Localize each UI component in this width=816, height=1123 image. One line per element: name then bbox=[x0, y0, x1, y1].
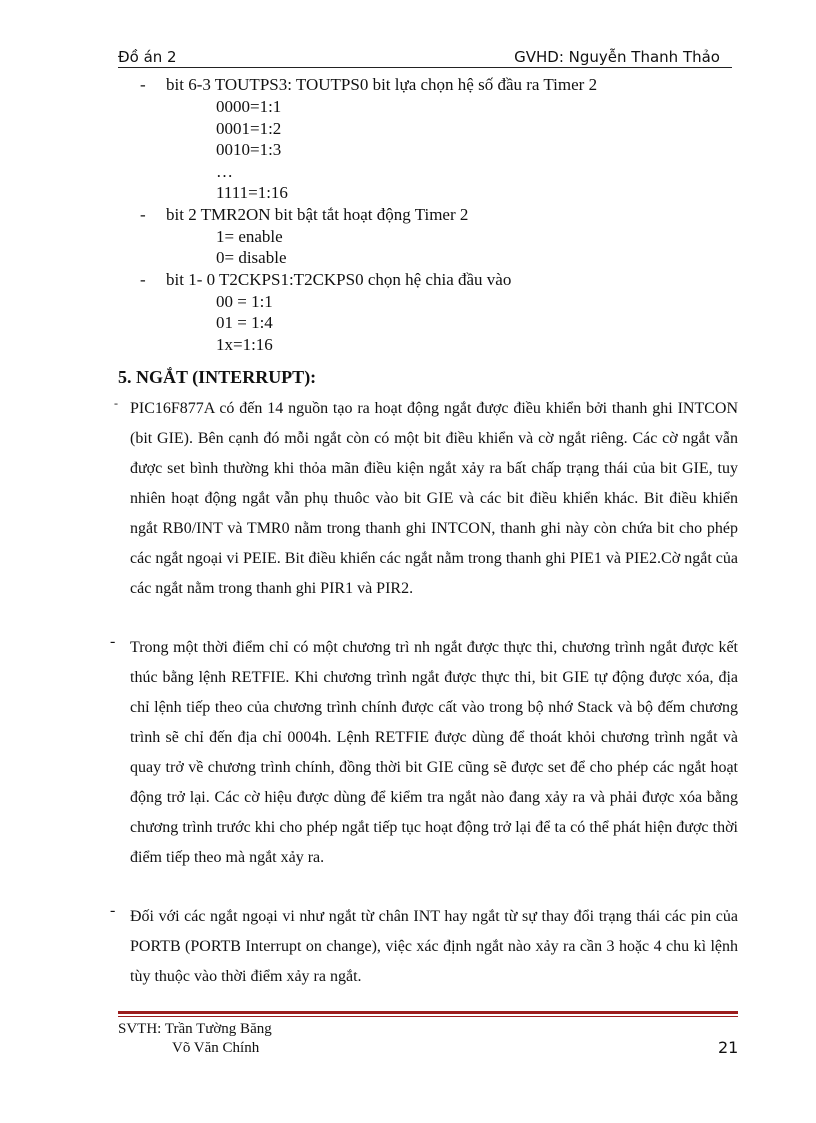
bullet-dash: - bbox=[114, 396, 118, 410]
bit-descriptions bbox=[118, 74, 738, 355]
section-heading: 5. NGẮT (INTERRUPT): bbox=[118, 367, 317, 387]
bullet-dash: - bbox=[110, 902, 116, 919]
bullet-dash: - bbox=[140, 269, 146, 289]
bit-value: 00 = 1:1 bbox=[216, 291, 273, 311]
bullet-dash: - bbox=[140, 75, 146, 94]
bit-value: 1x=1:16 bbox=[216, 334, 273, 354]
header-project-title: Đồ án 2 bbox=[118, 48, 177, 66]
paragraph-text: Đối với các ngắt ngoại vi như ngắt từ chân INT hay ngắt từ sự thay đổi trạng thái các pin của PORTB (PORTB Interrupt on change), việc xác định ngắt nào xảy ra cần 3 hoặc 4 chu kì lệnh tùy thuộc vào thời điểm xảy ra ngắt. bbox=[130, 908, 738, 985]
paragraph bbox=[110, 902, 738, 992]
bit-value: 01 = 1:4 bbox=[216, 313, 273, 332]
footer-divider-thick bbox=[118, 1011, 738, 1014]
bit-item bbox=[118, 204, 738, 226]
bit-value: 1111=1:16 bbox=[216, 183, 288, 202]
bit-value: 1= enable bbox=[216, 226, 283, 246]
header-divider bbox=[118, 67, 732, 68]
footer-student-1: SVTH: Trần Tường Băng bbox=[118, 1021, 272, 1037]
bullet-dash: - bbox=[110, 633, 116, 650]
bit-item-text: bit 2 TMR2ON bit bật tắt hoạt động Timer 2 bbox=[166, 204, 469, 224]
page-header bbox=[118, 48, 732, 68]
bit-item bbox=[118, 269, 738, 291]
footer-student-2: Võ Văn Chính bbox=[172, 1040, 260, 1056]
paragraph-text: Trong một thời điểm chỉ có một chương trì nh ngắt được thực thi, chương trình ngắt được kết thúc bằng lệnh RETFIE. Khi chương trình ngắt được thực thi, bit GIE tự động được xóa, địa chỉ lệnh tiếp theo của chương trình chính được cất vào trong bộ nhớ Stack và bộ đếm chương trình sẽ chỉ đến địa chỉ 0004h. Lệnh RETFIE được dùng để thoát khỏi chương trình ngắt và quay trở về chương trình chính, đồng thời bit GIE cũng sẽ được set để cho phép các ngắt hoạt động trở lại. Các cờ hiệu được dùng để kiểm tra ngắt nào đang xảy ra và phải được xóa bằng chương trình trước khi cho phép ngắt tiếp tục hoạt động trở lại để ta có thể phát hiện được thời điểm tiếp theo mà ngắt xảy ra. bbox=[130, 639, 738, 866]
page-number: 21 bbox=[718, 1038, 739, 1057]
bit-value: 0010=1:3 bbox=[216, 140, 282, 159]
bit-item-text: bit 1- 0 T2CKPS1:T2CKPS0 chọn hệ chia đầu vào bbox=[166, 269, 512, 289]
bit-value: 0001=1:2 bbox=[216, 118, 282, 138]
paragraph bbox=[110, 633, 738, 873]
paragraph-text: PIC16F877A có đến 14 nguồn tạo ra hoạt động ngắt được điều khiển bởi thanh ghi INTCON (bit GIE). Bên cạnh đó mỗi ngắt còn có một bit điều khiển và cờ ngắt riêng. Các cờ ngắt vẫn được set bình thường khi thỏa mãn điều kiện ngắt xảy ra bất chấp trạng thái của bit GIE, tuy nhiên hoạt động ngắt vẫn phụ thuôc vào bit GIE và các bit điều khiển khác. Bit điều khiển ngắt RB0/INT và TMR0 nằm trong thanh ghi INTCON, thanh ghi này còn chứa bit cho phép các ngắt ngoại vi PEIE. Bit điều khiển các ngắt nằm trong thanh ghi PIE1 và PIE2.Cờ ngắt của các ngắt nằm trong thanh ghi PIR1 và PIR2. bbox=[130, 400, 738, 597]
bit-value: 0000=1:1 bbox=[216, 97, 282, 116]
footer-divider-thin bbox=[118, 1016, 738, 1017]
bullet-dash: - bbox=[140, 204, 146, 224]
bit-value: … bbox=[216, 161, 233, 181]
header-advisor: GVHD: Nguyễn Thanh Thảo bbox=[514, 48, 720, 66]
bit-item-text: bit 6-3 TOUTPS3: TOUTPS0 bit lựa chọn hệ số đầu ra Timer 2 bbox=[166, 75, 598, 94]
bit-item bbox=[118, 74, 738, 96]
paragraph bbox=[110, 394, 738, 604]
bit-value: 0= disable bbox=[216, 248, 287, 267]
